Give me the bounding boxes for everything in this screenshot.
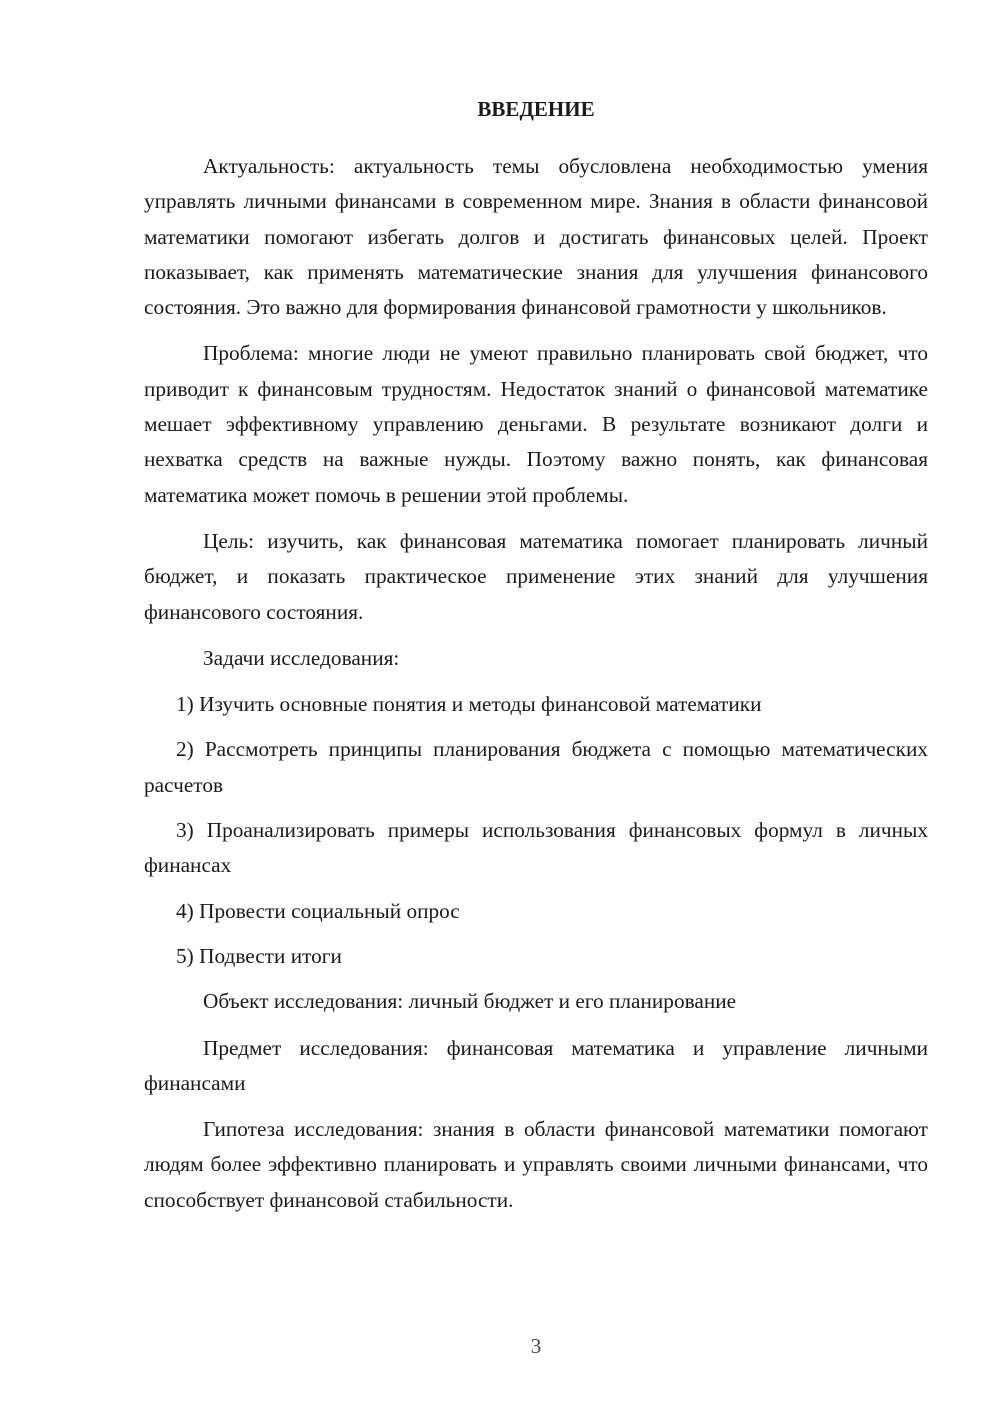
paragraph-object: Объект исследования: личный бюджет и его планирование [203, 989, 737, 1014]
paragraph-problem: Проблема: многие люди не умеют правильно планировать свой бюджет, что приводит к финансовым трудностям. Недостаток знаний о финансовой математике мешает эффективному управлению деньгами. В результате возникают долги и нехватка средств на важные нужды. Поэтому важно понять, как финансовая математика может помочь в решении этой проблемы. [144, 341, 928, 507]
task-item: 2) Рассмотреть принципы планирования бюджета с помощью математических расчетов [144, 737, 928, 797]
paragraph-tasks-heading: Задачи исследования: [203, 645, 400, 670]
paragraph-relevance: Актуальность: актуальность темы обусловлена необходимостью умения управлять личными финансами в современном мире. Знания в области финансовой математики помогают избегать долгов и достигать финансовых целей. Проект показывает, как применять математические знания для улучшения финансового состояния. Это важно для формирования финансовой грамотности у школьников. [144, 154, 928, 320]
paragraph-hypothesis: Гипотеза исследования: знания в области финансовой математики помогают людям более эффективно планировать и управлять своими личными финансами, что способствует финансовой стабильности. [144, 1117, 928, 1212]
page-number: 3 [530, 1334, 542, 1358]
task-item: 1) Изучить основные понятия и методы финансовой математики [176, 692, 762, 717]
paragraph-goal: Цель: изучить, как финансовая математика помогает планировать личный бюджет, и показать практическое применение этих знаний для улучшения финансового состояния. [144, 528, 928, 624]
paragraph-subject: Предмет исследования: финансовая математика и управление личными финансами [144, 1035, 928, 1095]
task-item: 4) Провести социальный опрос [176, 898, 460, 923]
section-title: ВВЕДЕНИЕ [477, 97, 595, 121]
document-page [144, 92, 928, 1229]
task-item: 3) Проанализировать примеры использования финансовых формул в личных финансах [144, 818, 928, 878]
task-item: 5) Подвести итоги [176, 943, 342, 968]
